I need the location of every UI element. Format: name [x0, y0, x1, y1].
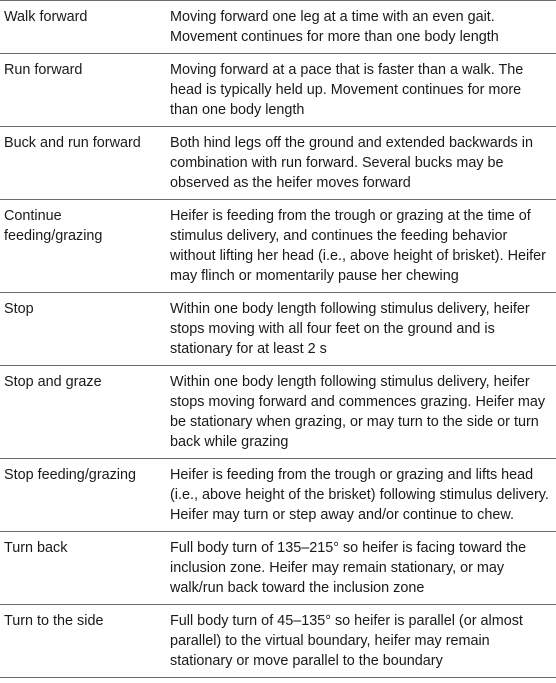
- behavior-term: Stop: [4, 301, 34, 317]
- table-row: [0, 54, 556, 127]
- behavior-description: Within one body length following stimulus delivery, heifer stops moving forward and commences grazing. Heifer may be stationary when grazing, or may turn to the side or turn back while grazing: [170, 374, 546, 450]
- behavior-term: Walk forward: [4, 9, 88, 25]
- table-row: [0, 293, 556, 366]
- behavior-description: Within one body length following stimulus delivery, heifer stops moving with all four feet on the ground and is stationary for at least 2 s: [170, 301, 530, 357]
- behavior-term: Turn to the side: [4, 613, 104, 629]
- behavior-term: Stop feeding/grazing: [4, 467, 137, 483]
- behavior-description: Heifer is feeding from the trough or grazing at the time of stimulus delivery, and continues the feeding behavior without lifting her head (i.e., above height of brisket). Heifer may flinch or momentarily pause her chewing: [170, 208, 546, 284]
- table-row: [0, 1, 556, 54]
- behavior-description: Moving forward one leg at a time with an even gait. Movement continues for more than one body length: [170, 9, 499, 45]
- behavior-description: Full body turn of 45–135° so heifer is parallel (or almost parallel) to the virtual boundary, heifer may remain stationary or move parallel to the boundary: [170, 613, 523, 669]
- table-row: [0, 532, 556, 605]
- behavior-term: Turn back: [4, 540, 68, 556]
- behavior-term: Run forward: [4, 62, 83, 78]
- table-row: [0, 605, 556, 678]
- behavior-term: Continue feeding/grazing: [4, 208, 103, 244]
- table-row: [0, 459, 556, 532]
- table-row: [0, 127, 556, 200]
- behavior-term: Stop and graze: [4, 374, 102, 390]
- table-row: [0, 200, 556, 293]
- behavior-description: Moving forward at a pace that is faster than a walk. The head is typically held up. Movement continues for more than one body length: [170, 62, 524, 118]
- behavior-description: Heifer is feeding from the trough or grazing and lifts head (i.e., above height of the brisket) following stimulus delivery. Heifer may turn or step away and/or continue to chew.: [170, 467, 549, 523]
- table-row: [0, 366, 556, 459]
- behavior-description: Full body turn of 135–215° so heifer is facing toward the inclusion zone. Heifer may remain stationary, or may walk/run back toward the inclusion zone: [170, 540, 527, 596]
- behavior-description: Both hind legs off the ground and extended backwards in combination with run forward. Several bucks may be observed as the heifer moves forward: [170, 135, 533, 191]
- behavior-term: Buck and run forward: [4, 135, 141, 151]
